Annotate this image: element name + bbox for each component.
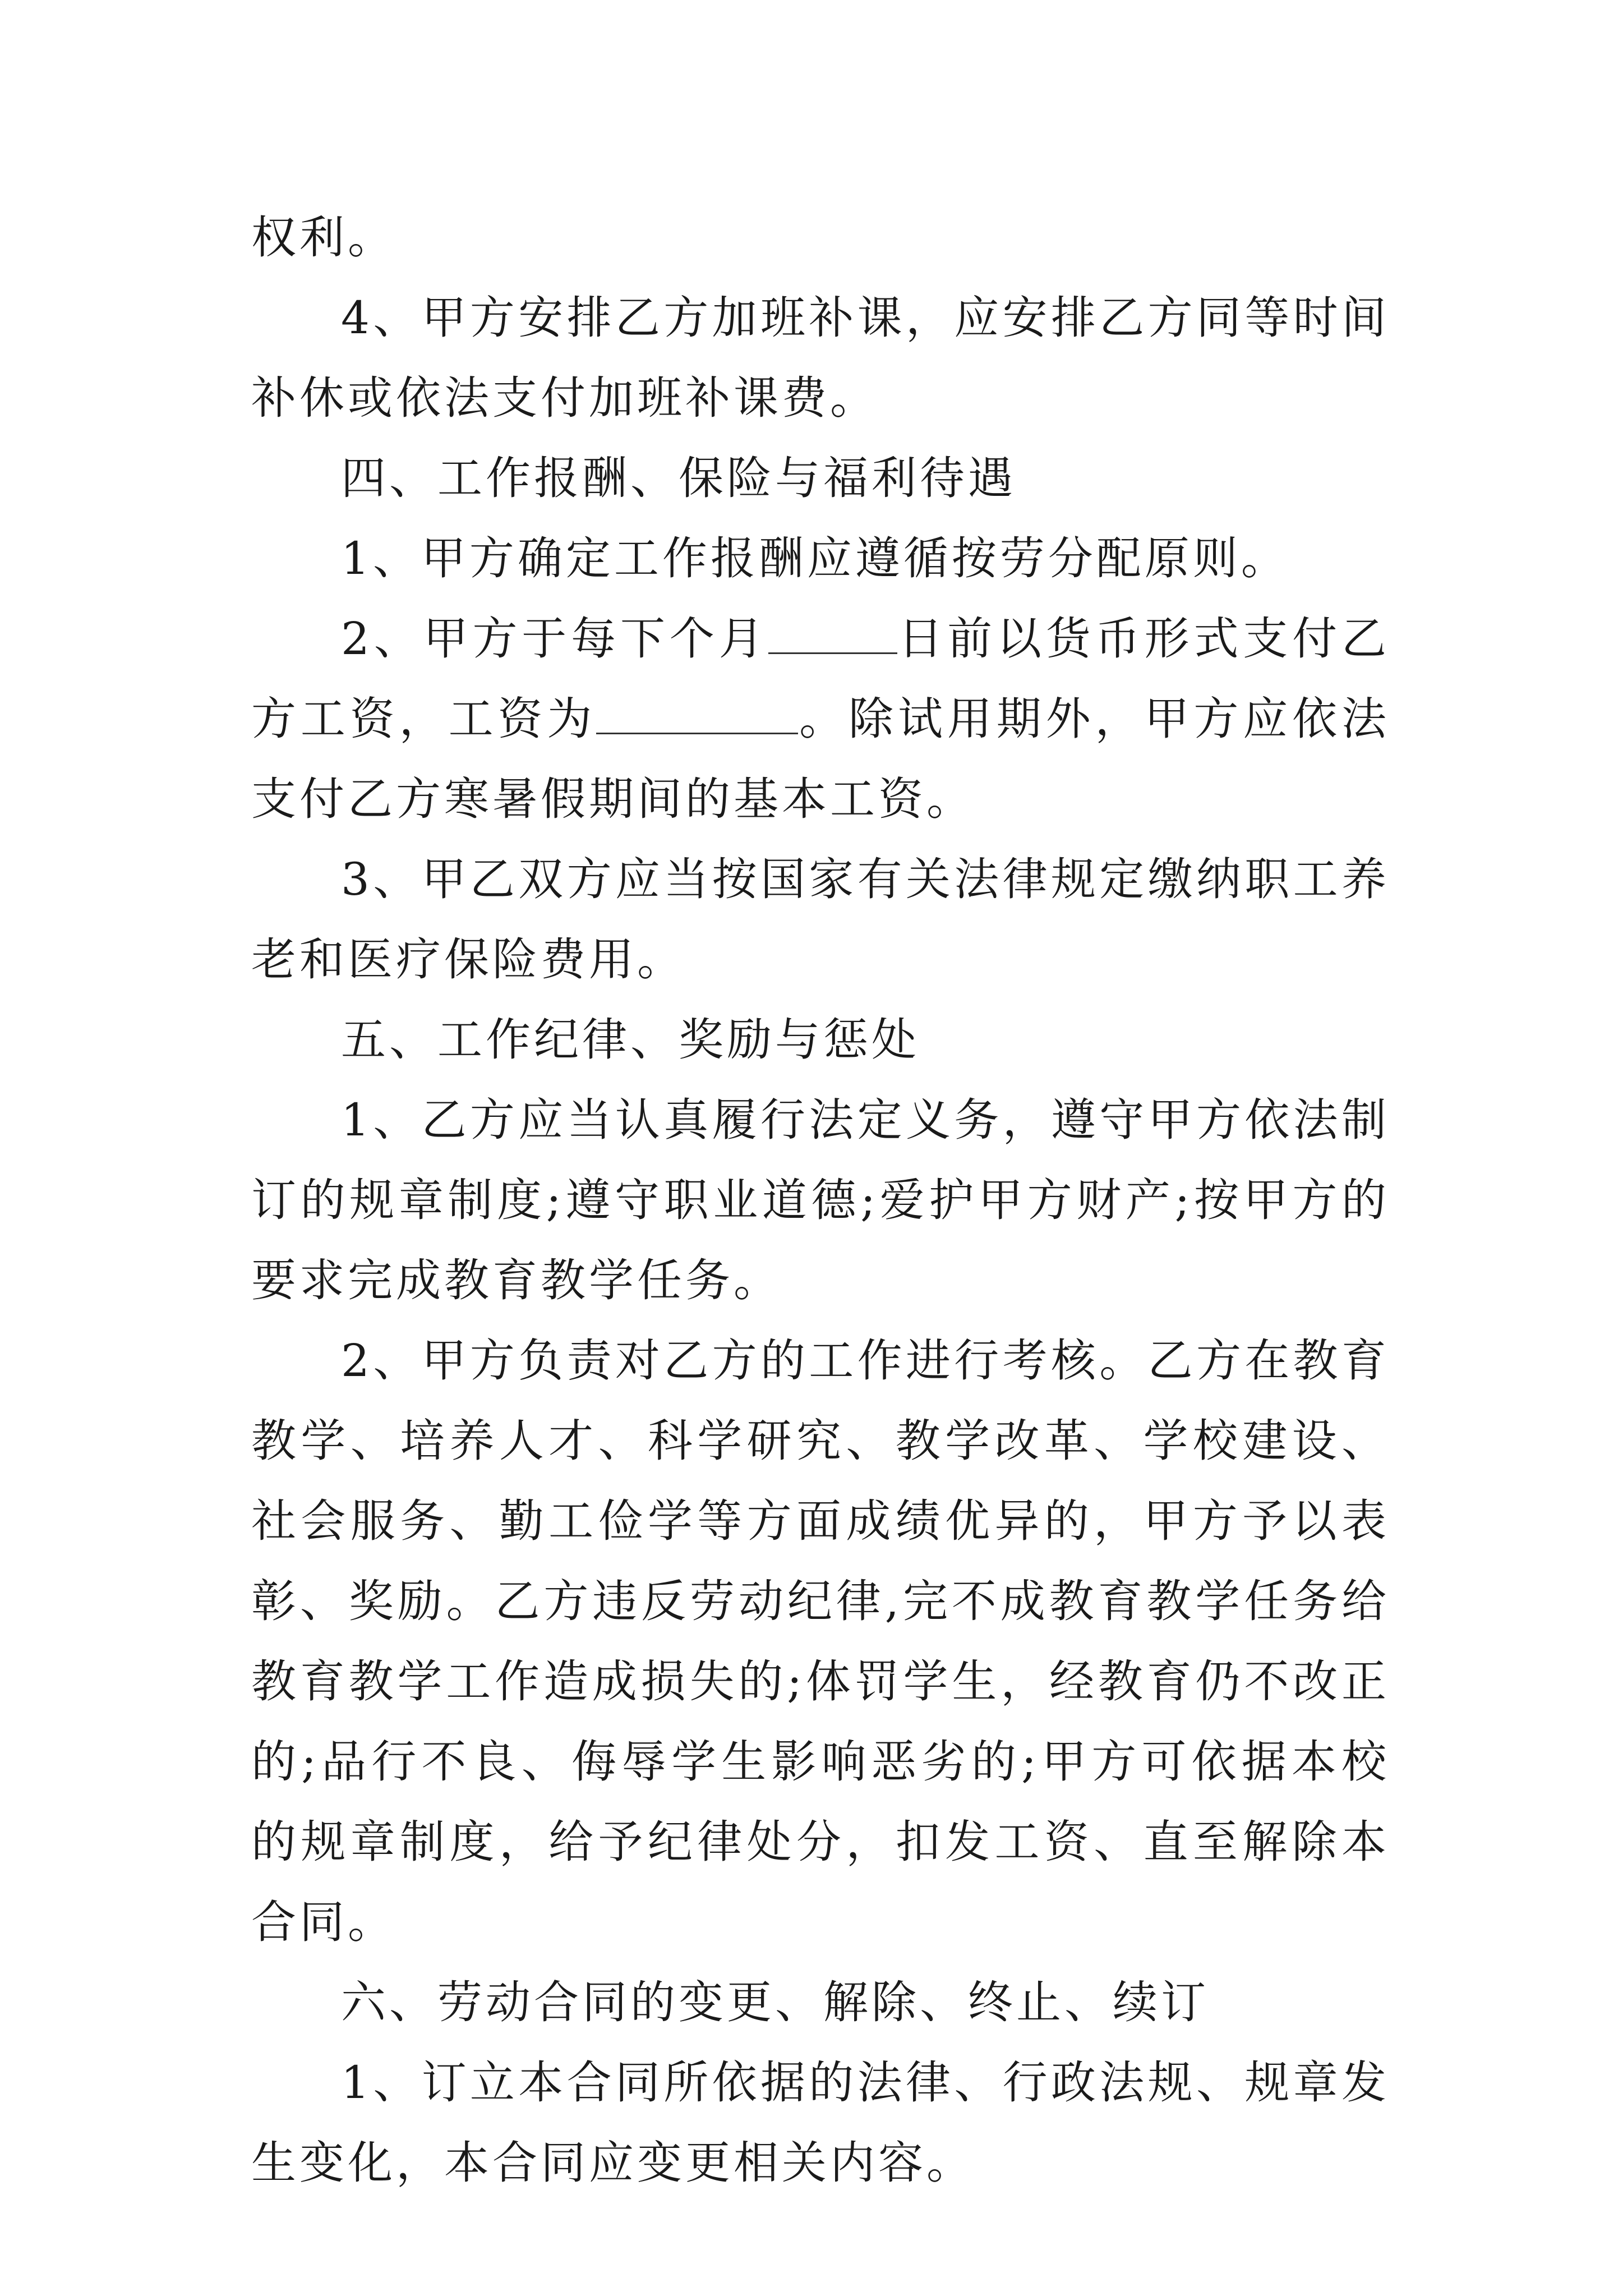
paragraph-clause-3-4: 4、甲方安排乙方加班补课，应安排乙方同等时间补休或依法支付加班补课费。 <box>251 292 1390 424</box>
section-heading-4: 四、工作报酬、保险与福利待遇 <box>341 452 1016 504</box>
paragraph-clause-6-1: 1、订立本合同所依据的法律、行政法规、规章发生变化，本合同应变更相关内容。 <box>251 2056 1390 2189</box>
paragraph-clause-5-1: 1、乙方应当认真履行法定义务，遵守甲方依法制订的规章制度;遵守职业道德;爱护甲方财产;按甲方的要求完成教育教学任务。 <box>251 1094 1390 1306</box>
clause-4-2-part-3: 。除试用期外，甲方应依法支付乙方寒暑假期间的基本工资。 <box>251 693 1390 825</box>
paragraph-continuation: 权利。 <box>251 211 396 264</box>
clause-4-2-part-2: 日前以货币形式支付乙方工资，工资为 <box>251 613 1390 745</box>
document-body <box>251 197 1390 2203</box>
clause-4-2-part-1: 2、甲方于每下个月 <box>341 613 768 665</box>
payday-blank <box>768 613 897 654</box>
section-heading-6: 六、劳动合同的变更、解除、终止、续订 <box>341 1976 1209 2028</box>
salary-blank <box>596 693 798 734</box>
paragraph-clause-5-2: 2、甲方负责对乙方的工作进行考核。乙方在教育教学、培养人才、科学研究、教学改革、学校建设、社会服务、勤工俭学等方面成绩优异的，甲方予以表彰、奖励。乙方违反劳动纪律,完不成教育教学任务给教育教学工作造成损失的;体罚学生，经教育仍不改正的;品行不良、侮辱学生影响恶劣的;甲方可依据本校的规章制度，给予纪律处分，扣发工资、直至解除本合同。 <box>251 1335 1390 1948</box>
paragraph-clause-4-1: 1、甲方确定工作报酬应遵循按劳分配原则。 <box>341 532 1289 585</box>
section-heading-5: 五、工作纪律、奖励与惩处 <box>341 1014 920 1066</box>
paragraph-clause-4-3: 3、甲乙双方应当按国家有关法律规定缴纳职工养老和医疗保险费用。 <box>251 853 1390 986</box>
paragraph-clause-4-2 <box>251 599 1390 839</box>
